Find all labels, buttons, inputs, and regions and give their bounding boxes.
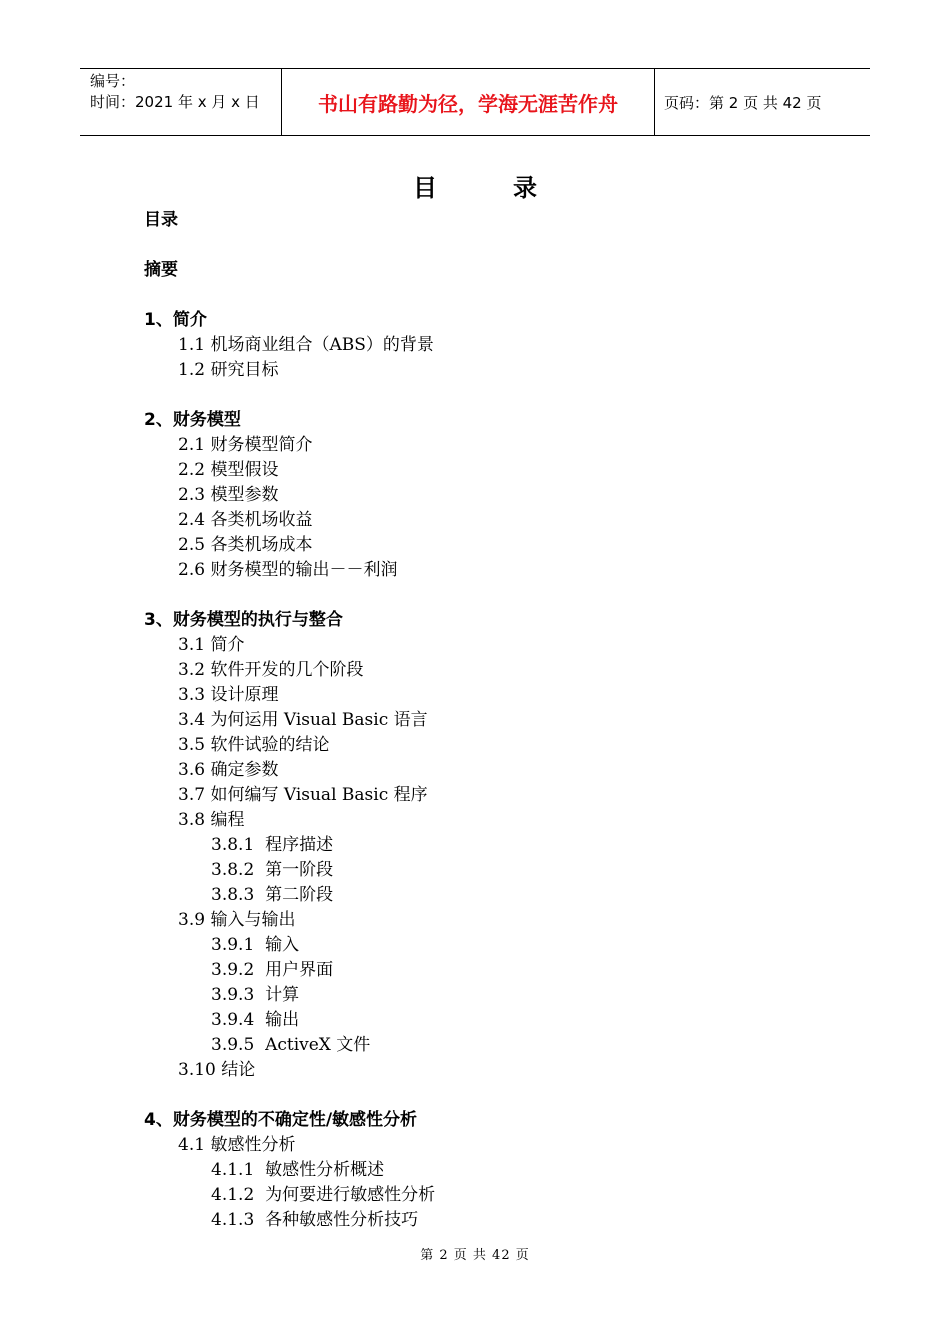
- toc-section[interactable]: 2.1 财务模型简介: [178, 435, 313, 455]
- toc-subsection[interactable]: 3.9.4 输出: [211, 1010, 300, 1030]
- toc-chapter[interactable]: 2、财务模型: [144, 410, 241, 430]
- toc-section[interactable]: 2.6 财务模型的输出－－利润: [178, 560, 398, 580]
- toc-section[interactable]: 3.3 设计原理: [178, 685, 279, 705]
- toc-subsection[interactable]: 3.8.2 第一阶段: [211, 860, 334, 880]
- toc-section[interactable]: 3.10 结论: [178, 1060, 256, 1080]
- toc-subsection[interactable]: 3.9.5 ActiveX 文件: [211, 1035, 371, 1055]
- toc-section[interactable]: 3.2 软件开发的几个阶段: [178, 660, 364, 680]
- document-date: 时间：2021 年 x 月 x 日: [90, 93, 260, 111]
- toc-section[interactable]: 1.2 研究目标: [178, 360, 279, 380]
- toc-heading-char-2: 录: [513, 174, 537, 202]
- toc-subsection[interactable]: 3.8.3 第二阶段: [211, 885, 334, 905]
- toc-heading-char-1: 目: [413, 174, 437, 202]
- toc-section[interactable]: 3.4 为何运用 Visual Basic 语言: [178, 710, 428, 730]
- toc-chapter[interactable]: 摘要: [144, 260, 178, 280]
- toc-section[interactable]: 2.2 模型假设: [178, 460, 279, 480]
- toc-section[interactable]: 3.6 确定参数: [178, 760, 279, 780]
- toc-subsection[interactable]: 3.9.2 用户界面: [211, 960, 334, 980]
- toc-section[interactable]: 3.8 编程: [178, 810, 245, 830]
- page-footer: 第 2 页 共 42 页: [420, 1248, 530, 1263]
- toc-section[interactable]: 2.4 各类机场收益: [178, 510, 313, 530]
- toc-chapter[interactable]: 4、财务模型的不确定性/敏感性分析: [144, 1110, 418, 1130]
- toc-section[interactable]: 1.1 机场商业组合（ABS）的背景: [178, 335, 434, 355]
- toc-chapter[interactable]: 目录: [144, 210, 178, 230]
- toc-heading: [0, 168, 950, 203]
- toc-subsection[interactable]: 3.9.3 计算: [211, 985, 300, 1005]
- toc-section[interactable]: 3.1 简介: [178, 635, 245, 655]
- header-motto: 书山有路勤为径，学海无涯苦作舟: [282, 69, 655, 135]
- toc-section[interactable]: 2.3 模型参数: [178, 485, 279, 505]
- toc-section[interactable]: 3.9 输入与输出: [178, 910, 296, 930]
- document-number: 编号：: [90, 72, 136, 90]
- toc-section[interactable]: 3.5 软件试验的结论: [178, 735, 330, 755]
- toc-subsection[interactable]: 4.1.1 敏感性分析概述: [211, 1160, 385, 1180]
- toc-chapter[interactable]: 3、财务模型的执行与整合: [144, 610, 343, 630]
- toc-subsection[interactable]: 4.1.3 各种敏感性分析技巧: [211, 1210, 419, 1230]
- toc-section[interactable]: 3.7 如何编写 Visual Basic 程序: [178, 785, 428, 805]
- header-meta: [80, 69, 282, 135]
- toc-section[interactable]: 4.1 敏感性分析: [178, 1135, 296, 1155]
- toc-subsection[interactable]: 4.1.2 为何要进行敏感性分析: [211, 1185, 436, 1205]
- toc-section[interactable]: 2.5 各类机场成本: [178, 535, 313, 555]
- toc-subsection[interactable]: 3.9.1 输入: [211, 935, 300, 955]
- toc-chapter[interactable]: 1、简介: [144, 310, 207, 330]
- toc-subsection[interactable]: 3.8.1 程序描述: [211, 835, 334, 855]
- header-page-info: 页码：第 2 页 共 42 页: [664, 93, 822, 112]
- page-header: [80, 68, 870, 136]
